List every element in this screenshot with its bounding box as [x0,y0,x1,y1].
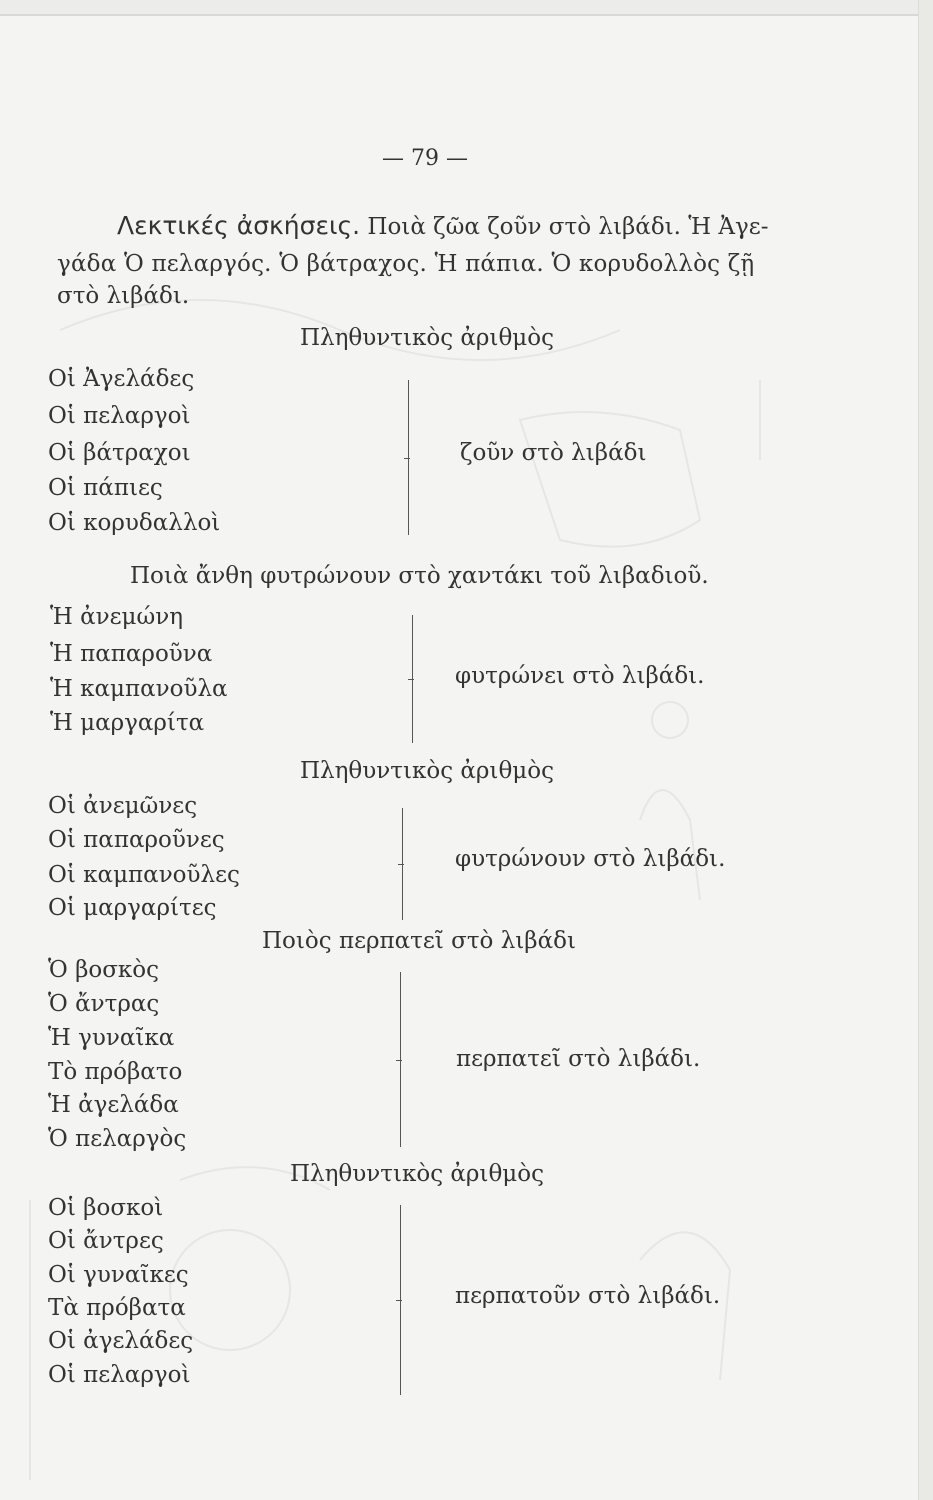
page-top-edge [0,0,933,16]
page-number: — 79 — [382,146,468,171]
section-2-predicate: φυτρώνει στὸ λιβάδι. [455,663,705,689]
section-5-subject: Οἱ πελαργοὶ [48,1362,191,1388]
section-5-subject: Οἱ βοσκοὶ [48,1195,164,1221]
section-5-brace [400,1205,402,1395]
section-1-subject: Οἱ βάτραχοι [48,440,191,466]
section-4-subject: Τὸ πρόβατο [48,1059,183,1085]
section-2-subject: Ἡ παπαροῦνα [50,641,213,667]
section-4-heading: Ποιὸς περπατεῖ στὸ λιβάδι [262,928,577,954]
section-2-subject: Ἡ καμπανοῦλα [50,676,228,702]
section-3-brace [402,808,404,920]
intro-line-1-rest: Ποιὰ ζῶα ζοῦν στὸ λιβάδι. Ἡ Ἀγε- [367,214,769,240]
section-5-subject: Οἱ ἀγελάδες [48,1328,194,1354]
section-5-heading: Πληθυντικὸς ἀριθμὸς [290,1161,544,1187]
section-4-subject: Ἡ γυναῖκα [48,1025,175,1051]
section-4-subject: Ἡ ἀγελάδα [48,1092,179,1118]
section-2-subject: Ἡ μαργαρίτα [50,710,205,736]
section-2-brace [412,615,414,743]
section-2-subject: Ἡ ἀνεμώνη [50,604,184,630]
section-5-predicate: περπατοῦν στὸ λιβάδι. [455,1283,721,1309]
section-1-heading: Πληθυντικὸς ἀριθμὸς [300,325,554,351]
section-2-heading: Ποιὰ ἄνθη φυτρώνουν στὸ χαντάκι τοῦ λιβαδιοῦ. [130,563,709,589]
section-4-subject: Ὁ βοσκὸς [48,957,160,983]
exercise-heading: Λεκτικές ἀσκήσεις. [117,211,361,240]
intro-line-1 [117,213,768,239]
section-1-brace [408,380,410,535]
section-3-heading: Πληθυντικὸς ἀριθμὸς [300,758,554,784]
section-1-predicate: ζοῦν στὸ λιβάδι [460,440,647,466]
section-4-subject: Ὁ ἄντρας [48,991,160,1017]
intro-line-3: στὸ λιβάδι. [57,283,190,309]
section-3-subject: Οἱ ἀνεμῶνες [48,793,198,819]
section-4-subject: Ὁ πελαργὸς [48,1126,187,1152]
section-4-predicate: περπατεῖ στὸ λιβάδι. [456,1046,701,1072]
page-right-edge [918,0,933,1500]
intro-line-2: γάδα Ὁ πελαργός. Ὁ βάτραχος. Ἡ πάπια. Ὁ κορυδολλὸς ζῇ [57,251,755,277]
section-1-subject: Οἱ κορυδαλλοὶ [48,510,221,536]
section-3-subject: Οἱ μαργαρίτες [48,895,217,921]
section-1-subject: Οἱ πελαργοὶ [48,403,191,429]
section-4-brace [400,972,402,1147]
section-3-predicate: φυτρώνουν στὸ λιβάδι. [455,846,726,872]
section-3-subject: Οἱ παπαροῦνες [48,827,225,853]
section-5-subject: Οἱ γυναῖκες [48,1262,189,1288]
section-3-subject: Οἱ καμπανοῦλες [48,862,240,888]
section-1-subject: Οἱ Ἀγελάδες [48,366,195,392]
section-5-subject: Οἱ ἄντρες [48,1228,164,1254]
section-5-subject: Τὰ πρόβατα [48,1295,186,1321]
section-1-subject: Οἱ πάπιες [48,475,163,501]
